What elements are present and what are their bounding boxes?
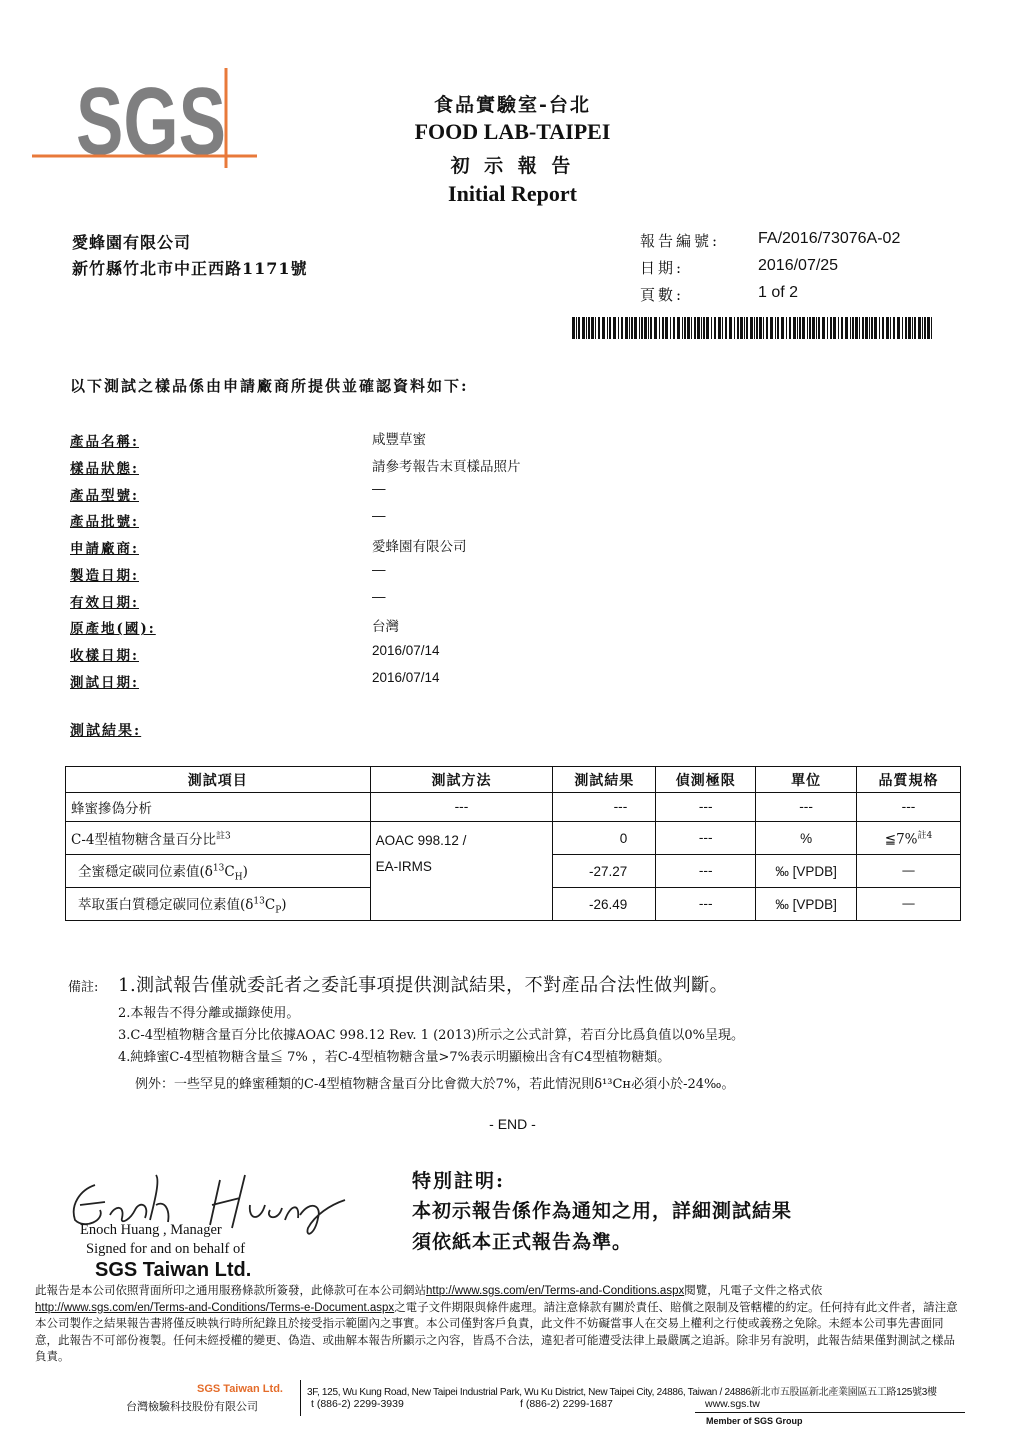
signer-name-title: Enoch Huang , Manager <box>80 1222 222 1238</box>
cell-unit: ‰ [VPDB] <box>756 888 857 921</box>
method-line-2: EA-IRMS <box>375 859 432 874</box>
header-unit: 單位 <box>756 767 857 793</box>
cell-spec: --- <box>857 793 961 822</box>
item-text-close: ) <box>281 896 287 913</box>
footer-tel: t (886-2) 2299-3939 <box>311 1398 404 1410</box>
report-title-en: Initial Report <box>448 181 577 206</box>
cell-result: 0 <box>553 822 656 855</box>
header-test-item: 測試項目 <box>66 767 371 793</box>
cell-result: -27.27 <box>553 855 656 888</box>
footer-website[interactable]: www.sgs.tw <box>705 1398 760 1410</box>
manufacture-date-label: 製造日期: <box>70 568 139 584</box>
table-row <box>66 822 961 855</box>
report-date: 2016/07/25 <box>758 257 839 274</box>
note-3: 3.C-4型植物糖含量百分比依據AOAC 998.12 Rev. 1 (2013)所示之公式計算，若百分比爲負值以0%呈現。 <box>118 1028 744 1043</box>
sample-state-value: 請參考報告末頁樣品照片 <box>372 459 521 474</box>
origin-value: 台灣 <box>372 619 399 634</box>
report-no: FA/2016/73076A-02 <box>758 230 901 247</box>
cell-item <box>66 855 371 888</box>
header-method: 測試方法 <box>370 767 553 793</box>
method-line-1: AOAC 998.12 / <box>375 833 467 848</box>
spec-note: 註4 <box>917 831 933 842</box>
cell-lod: --- <box>656 822 756 855</box>
note-exception: 例外：一些罕見的蜂蜜種類的C-4型植物糖含量百分比會微大於7%，若此情況則δ¹³Cʜ必須小於-24‰。 <box>135 1077 735 1092</box>
cell-unit: --- <box>756 793 857 822</box>
cell-result: --- <box>553 793 656 822</box>
special-note-title: 特別註明: <box>412 1170 506 1192</box>
cell-spec: — <box>857 855 961 888</box>
item-text-close: ) <box>242 863 248 880</box>
footer-address: 3F, 125, Wu Kung Road, New Taipei Industrial Park, Wu Ku District, New Taipei City, 24886, Taiwan / 24886新北市五股區新北產業園區五工路125號3樓 <box>307 1387 937 1398</box>
isotope-sub: H <box>234 872 243 883</box>
cell-lod: --- <box>656 793 756 822</box>
cell-unit: ‰ [VPDB] <box>756 855 857 888</box>
item-text: 萃取蛋白質穩定碳同位素值(δ <box>78 896 254 913</box>
report-title-zh: 初 示 報 告 <box>450 155 575 177</box>
table-row <box>66 793 961 822</box>
footer-member: Member of SGS Group <box>706 1416 803 1426</box>
disclaimer-text-1: 此報告是本公司依照背面所印之通用服務條款所簽發，此條款可在本公司網站 <box>35 1285 426 1297</box>
header-result: 測試結果 <box>553 767 656 793</box>
item-note: 註3 <box>215 831 231 842</box>
item-text: C-4型植物糖含量百分比 <box>71 832 216 848</box>
cell-lod: --- <box>656 888 756 921</box>
cell-item <box>66 822 371 855</box>
note-2: 2.本報告不得分離或擷錄使用。 <box>118 1006 300 1021</box>
special-note-line-1: 本初示報告係作為通知之用，詳細測試結果 <box>412 1200 793 1222</box>
cell-spec: — <box>857 888 961 921</box>
cell-method <box>370 822 553 921</box>
cell-unit: % <box>756 822 857 855</box>
test-date-label: 測試日期: <box>70 675 139 691</box>
barcode <box>572 317 934 339</box>
note-4: 4.純蜂蜜C-4型植物糖含量≦ 7% ，若C-4型植物糖含量>7%表示明顯檢出含有C4型植物糖類。 <box>118 1050 671 1065</box>
batch-label: 產品批號: <box>70 514 139 530</box>
cell-item <box>66 888 371 921</box>
client-name: 愛蜂園有限公司 <box>72 233 192 252</box>
intro-text: 以下測試之樣品係由申請廠商所提供並確認資料如下: <box>70 377 469 395</box>
expiry-date-value: — <box>372 589 386 604</box>
origin-label: 原產地(國): <box>70 621 156 637</box>
cell-method: --- <box>370 793 553 822</box>
footer-divider <box>300 1380 301 1416</box>
manufacture-date-value: — <box>372 562 386 577</box>
spec-text: ≦7% <box>884 831 918 848</box>
disclaimer-text-3: 之電子文件期限與條件處理。請注意條款有關於責任、賠償之限制及管轄權的約定。任何持有此文件者，請注意本公司製作之結果報告書將僅反映執行時所紀錄且於接受指示範圍內之事實。本公司僅對客戶負責，此文件不妨礙當事人在交易上權利之行使或義務之免除。未經本公司事先書面同意，此報告不可部份複製。任何未經授權的變更、偽造、或曲解本報告所顯示之內容，皆爲不合法，違犯者可能遭受法律上最嚴厲之追訴。除非另有說明，此報告結果僅對測試之樣品負責。 <box>35 1301 958 1363</box>
cell-result: -26.49 <box>553 888 656 921</box>
e-document-terms-link[interactable]: http://www.sgs.com/en/Terms-and-Conditions/Terms-e-Document.aspx <box>35 1301 395 1314</box>
item-text-c: C <box>224 863 235 880</box>
header-lod: 偵測極限 <box>656 767 756 793</box>
signer-company: SGS Taiwan Ltd. <box>95 1259 252 1281</box>
cell-spec <box>857 822 961 855</box>
received-date-label: 收樣日期: <box>70 648 139 664</box>
received-date-value: 2016/07/14 <box>372 643 440 658</box>
note-1: 1.測試報告僅就委託者之委託事項提供測試結果，不對產品合法性做判斷。 <box>118 975 729 996</box>
disclaimer <box>35 1283 965 1366</box>
model-label: 產品型號: <box>70 488 139 504</box>
client-address: 新竹縣竹北市中正西路1171號 <box>72 259 308 278</box>
cell-item: 蜂蜜摻偽分析 <box>66 793 371 822</box>
isotope-sub: P <box>275 905 282 916</box>
page-label: 頁數: <box>640 286 685 304</box>
table-header-row <box>66 767 961 793</box>
product-name-label: 產品名稱: <box>70 434 139 450</box>
item-text: 全蜜穩定碳同位素值(δ <box>78 863 213 880</box>
results-table <box>65 766 961 921</box>
isotope-sup: 13 <box>212 863 225 874</box>
footer-rule <box>695 1412 965 1413</box>
test-date-value: 2016/07/14 <box>372 670 440 685</box>
sample-state-label: 樣品狀態: <box>70 461 139 477</box>
report-no-label: 報告編號: <box>640 232 721 250</box>
lab-title-zh: 食品實驗室-台北 <box>434 94 591 116</box>
results-heading: 測試結果: <box>70 723 142 739</box>
notes-prefix: 備註: <box>68 980 99 995</box>
item-text-c: C <box>264 896 276 913</box>
header-spec: 品質規格 <box>857 767 961 793</box>
page-number: 1 of 2 <box>758 284 799 301</box>
footer-fax: f (886-2) 2299-1687 <box>520 1398 613 1410</box>
disclaimer-text-2: 閱覽，凡電子文件之格式依 <box>684 1285 823 1297</box>
model-value: — <box>372 481 386 496</box>
isotope-sup: 13 <box>253 896 265 907</box>
footer-company-zh: 台灣檢驗科技股份有限公司 <box>126 1400 258 1413</box>
footer-company-en: SGS Taiwan Ltd. <box>197 1383 283 1395</box>
batch-value: — <box>372 508 386 523</box>
date-label: 日期: <box>640 259 685 277</box>
cell-lod: --- <box>656 855 756 888</box>
expiry-date-label: 有效日期: <box>70 595 139 611</box>
svg-text:SGS: SGS <box>76 68 226 168</box>
applicant-value: 愛蜂園有限公司 <box>372 539 467 554</box>
product-name-value: 咸豐草蜜 <box>372 432 426 447</box>
end-marker: - END - <box>489 1116 536 1132</box>
applicant-label: 申請廠商: <box>70 541 139 557</box>
special-note-line-2: 須依紙本正式報告為準。 <box>412 1231 633 1253</box>
signed-for: Signed for and on behalf of <box>86 1241 246 1257</box>
terms-link[interactable]: http://www.sgs.com/en/Terms-and-Conditions.aspx <box>426 1285 685 1297</box>
lab-title-en: FOOD LAB-TAIPEI <box>414 119 611 144</box>
